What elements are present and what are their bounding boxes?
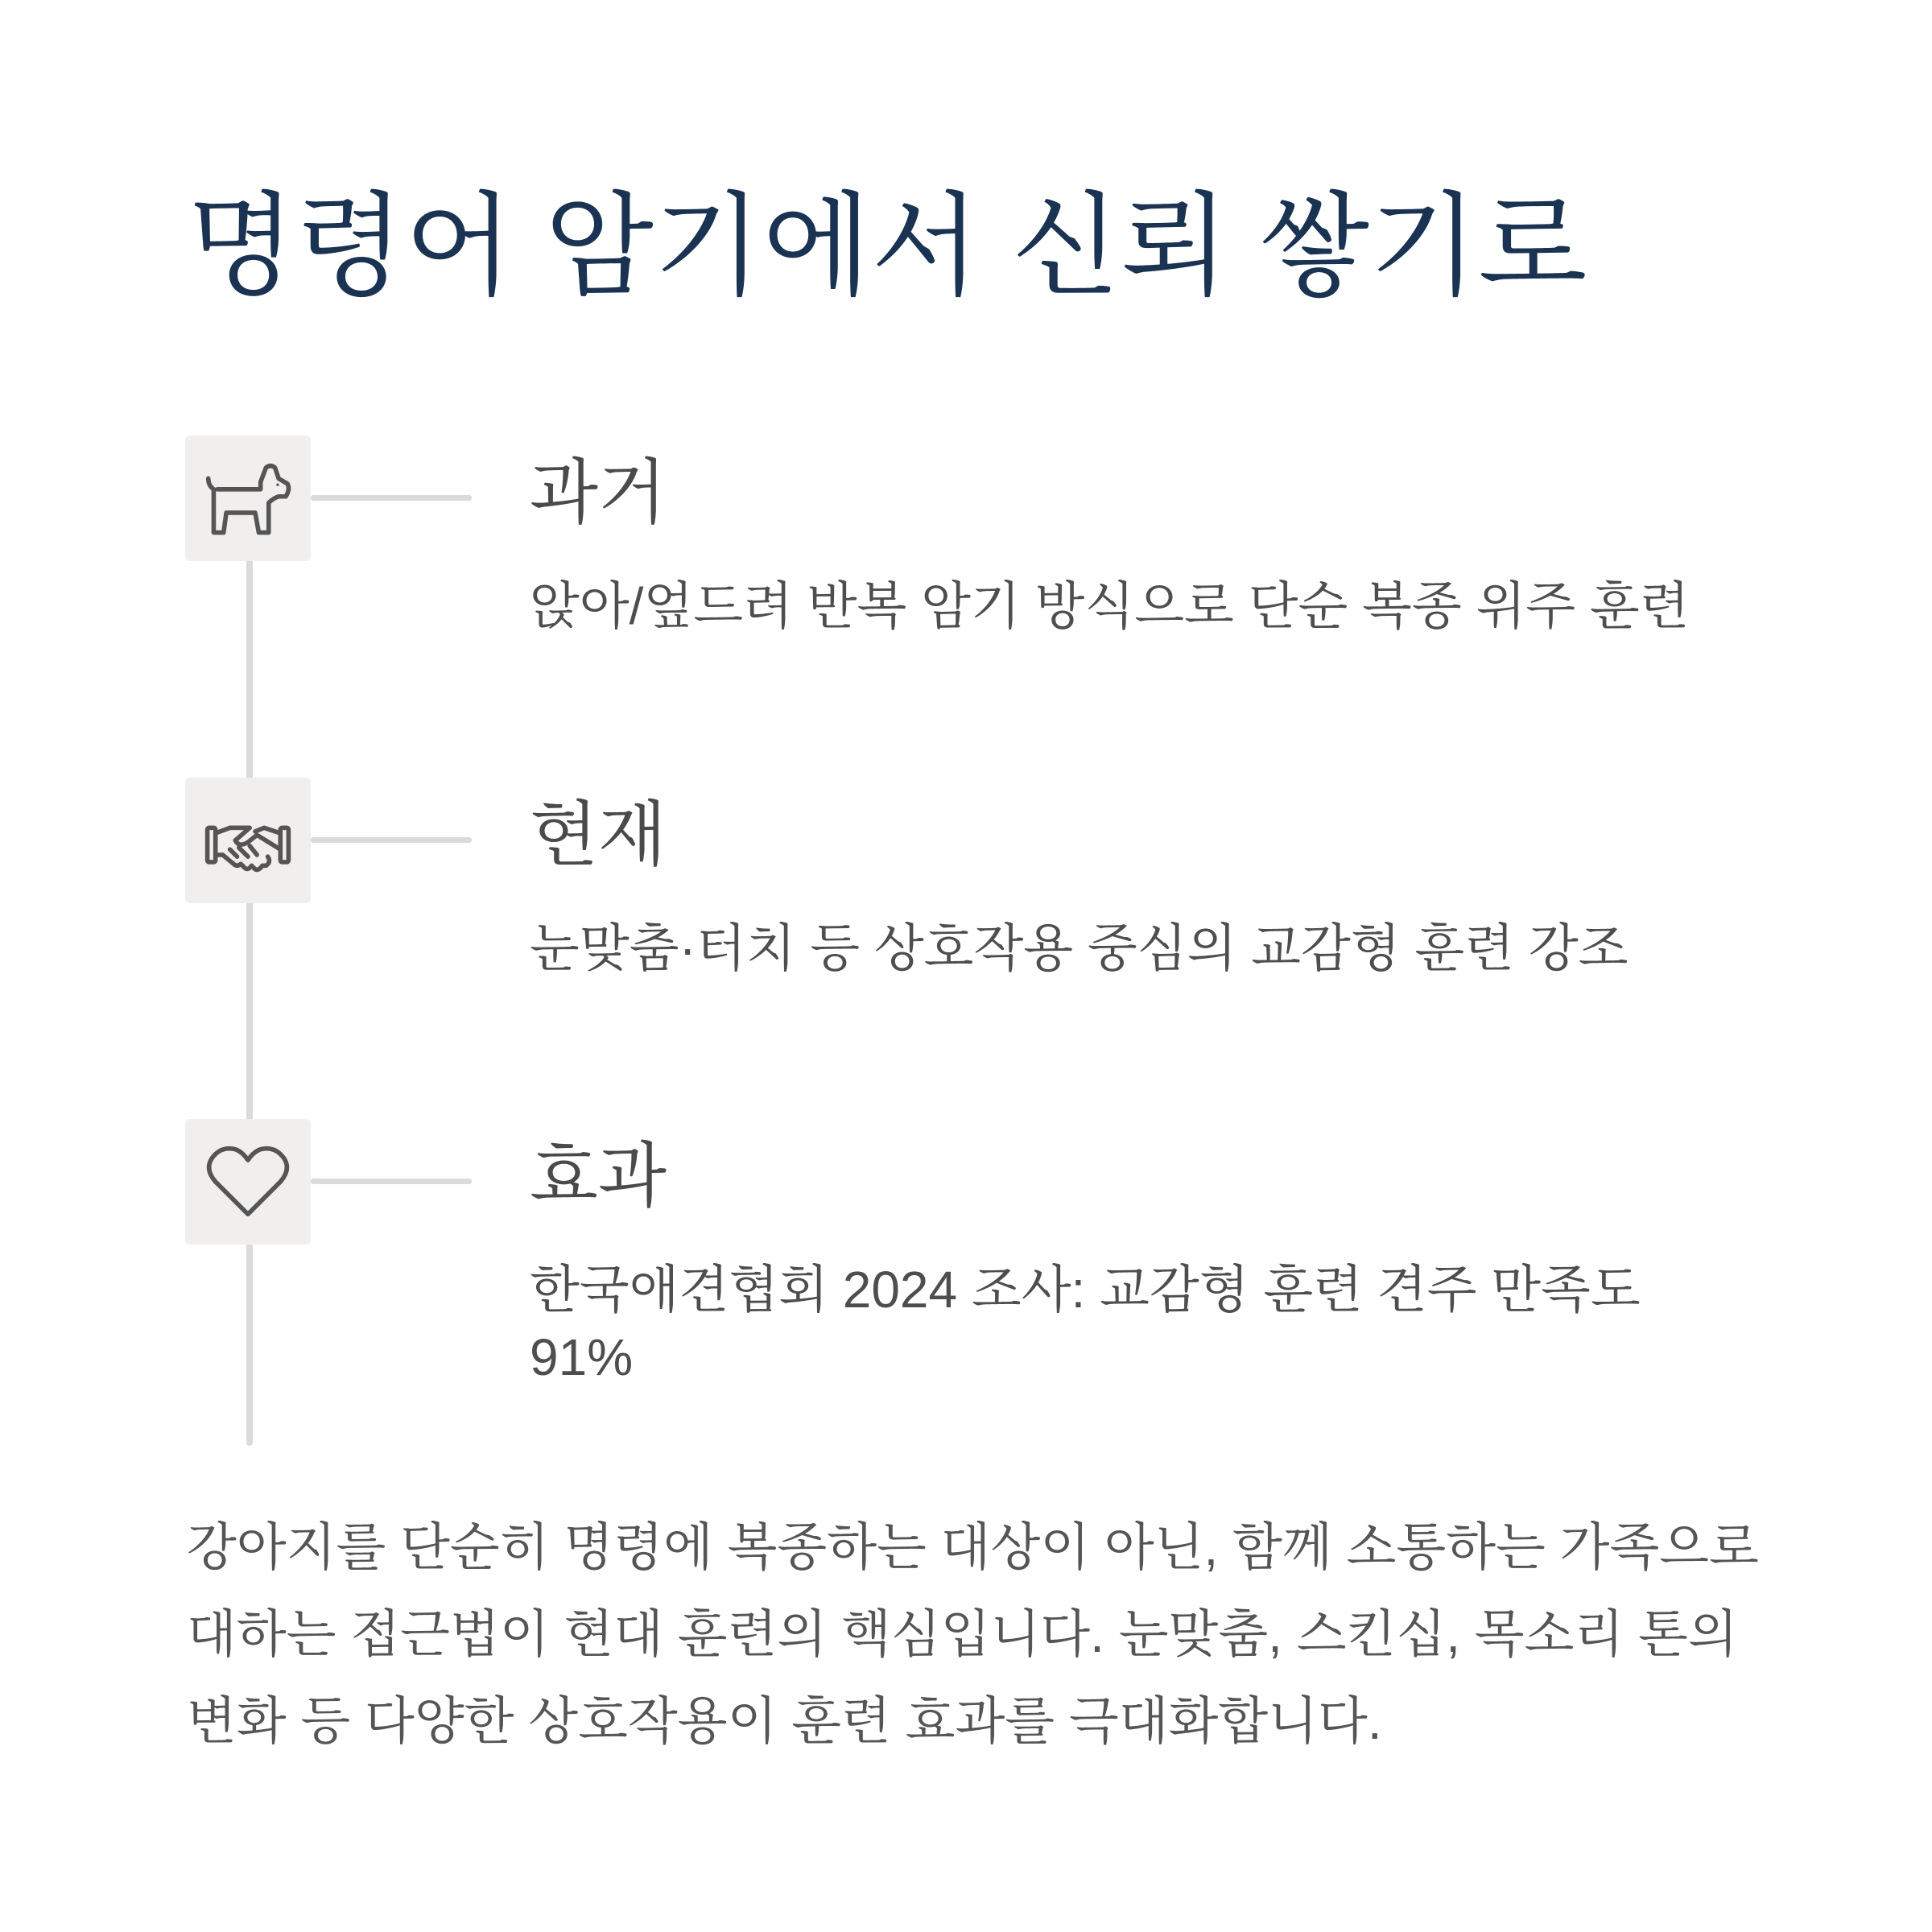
handshake-icon	[185, 778, 311, 903]
timeline-item-title: 효과	[530, 1136, 667, 1216]
timeline-connector	[311, 495, 472, 501]
dog-icon	[185, 436, 311, 561]
heart-icon	[185, 1119, 311, 1245]
summary-paragraph: 강아지를 단순히 명령에 복종하는 대상이 아닌, 함께 소통하는 가족으로 대하는 접근법이 현대 훈련의 핵심입니다. 눈맞춤, 스킨십, 목소리 톤의 변화 등 다양한 상호작용이 훈련 효과를 극대화합니다.	[187, 1518, 1759, 1750]
timeline-item-title: 과거	[530, 452, 667, 532]
page-title: 명령어 암기에서 신뢰 쌓기로	[187, 183, 1587, 309]
timeline-connector	[311, 837, 472, 843]
timeline-item-description: 눈맞춤·터치 등 상호작용 중심의 교감형 훈련 강조	[530, 919, 1629, 977]
timeline-item-present	[0, 778, 1932, 1100]
timeline-item-past	[0, 436, 1932, 758]
timeline-item-description: 앉아/엎드려 반복 암기 방식으로 단순 복종 위주 훈련	[530, 577, 1690, 635]
timeline-item-effect	[0, 1119, 1932, 1441]
timeline-item-title: 현재	[530, 795, 667, 874]
timeline-item-description: 한국애견협회 2024 조사: 교감형 훈련 견주 만족도 91%	[530, 1261, 1641, 1386]
timeline-connector	[311, 1179, 472, 1184]
